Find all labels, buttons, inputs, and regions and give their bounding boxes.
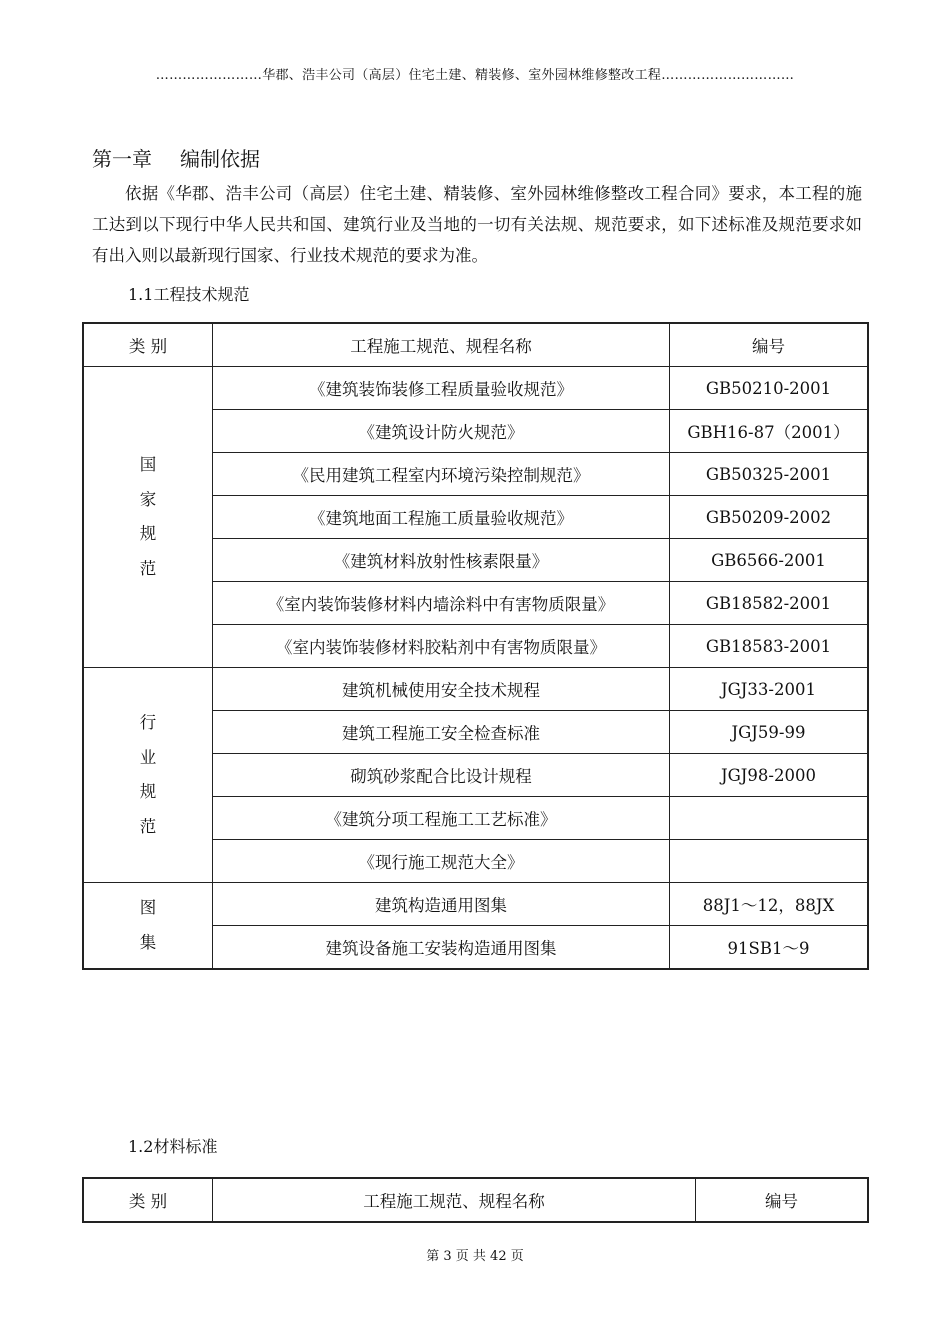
category-atlas: 图 集 <box>83 883 213 970</box>
standard-code <box>670 840 869 883</box>
page-header: ……………………华郡、浩丰公司（高层）住宅土建、精装修、室外园林维修整改工程………………………… <box>155 68 795 83</box>
standard-code: GBH16-87（2001） <box>670 410 869 453</box>
header-code: 编号 <box>670 323 869 367</box>
standard-code: GB18583-2001 <box>670 625 869 668</box>
standard-name: 《室内装饰装修材料内墙涂料中有害物质限量》 <box>213 582 670 625</box>
chapter-title: 编制依据 <box>180 147 260 171</box>
standard-code: JGJ33-2001 <box>670 668 869 711</box>
standard-name: 建筑机械使用安全技术规程 <box>213 668 670 711</box>
standard-code: JGJ98-2000 <box>670 754 869 797</box>
chapter-heading <box>92 143 260 172</box>
category-industry: 行 业 规 范 <box>83 668 213 883</box>
standard-code: GB50209-2002 <box>670 496 869 539</box>
table-row <box>83 367 868 410</box>
header-category: 类 别 <box>83 323 213 367</box>
standard-name: 建筑设备施工安装构造通用图集 <box>213 926 670 970</box>
table-header-row <box>83 1178 868 1222</box>
table-row <box>83 883 868 926</box>
standard-name: 《建筑装饰装修工程质量验收规范》 <box>213 367 670 410</box>
standard-name: 《现行施工规范大全》 <box>213 840 670 883</box>
standard-name: 《建筑分项工程施工工艺标准》 <box>213 797 670 840</box>
standard-name: 建筑工程施工安全检查标准 <box>213 711 670 754</box>
standard-code: GB18582-2001 <box>670 582 869 625</box>
header-name: 工程施工规范、规程名称 <box>213 1178 696 1222</box>
standard-code: GB50210-2001 <box>670 367 869 410</box>
standard-name: 砌筑砂浆配合比设计规程 <box>213 754 670 797</box>
page-footer: 第 3 页 共 42 页 <box>426 1249 524 1264</box>
standard-code: 88J1～12，88JX <box>670 883 869 926</box>
standard-name: 《建筑设计防火规范》 <box>213 410 670 453</box>
standard-code: JGJ59-99 <box>670 711 869 754</box>
standard-code: GB6566-2001 <box>670 539 869 582</box>
intro-paragraph: 依据《华郡、浩丰公司（高层）住宅土建、精装修、室外园林维修整改工程合同》要求，本工程的施工达到以下现行中华人民共和国、建筑行业及当地的一切有关法规、规范要求，如下述标准及规范要求如有出入则以最新现行国家、行业技术规范的要求为准。 <box>92 184 862 265</box>
standard-name: 《室内装饰装修材料胶粘剂中有害物质限量》 <box>213 625 670 668</box>
standard-name: 《民用建筑工程室内环境污染控制规范》 <box>213 453 670 496</box>
header-category: 类 别 <box>83 1178 213 1222</box>
standard-code <box>670 797 869 840</box>
header-code: 编号 <box>696 1178 869 1222</box>
chapter-number: 第一章 <box>92 147 152 171</box>
category-national: 国 家 规 范 <box>83 367 213 668</box>
standard-code: GB50325-2001 <box>670 453 869 496</box>
table-row <box>83 668 868 711</box>
section-2-title: 1.2材料标准 <box>128 1137 218 1156</box>
header-name: 工程施工规范、规程名称 <box>213 323 670 367</box>
standard-name: 《建筑地面工程施工质量验收规范》 <box>213 496 670 539</box>
standard-name: 《建筑材料放射性核素限量》 <box>213 539 670 582</box>
standard-name: 建筑构造通用图集 <box>213 883 670 926</box>
material-standards-table <box>82 1177 869 1223</box>
technical-standards-table <box>82 322 869 970</box>
standard-code: 91SB1～9 <box>670 926 869 970</box>
table-header-row <box>83 323 868 367</box>
section-1-title: 1.1工程技术规范 <box>128 285 250 304</box>
